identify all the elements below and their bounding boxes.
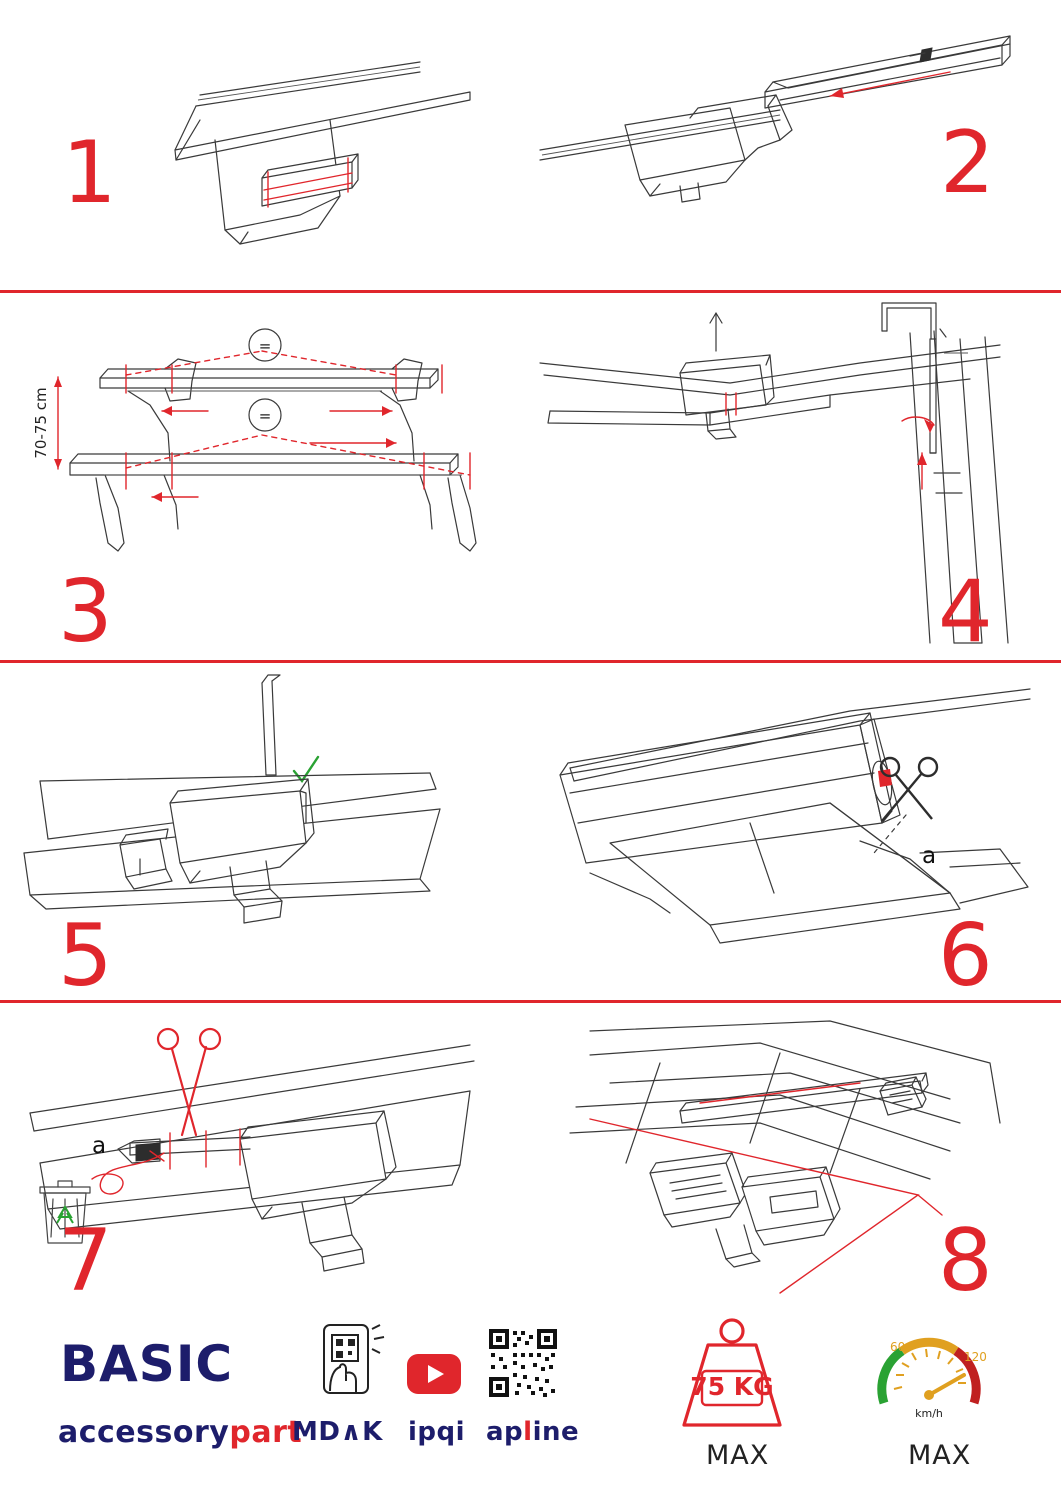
footer — [0, 1305, 1061, 1500]
brand-name — [58, 1415, 302, 1450]
step-number-3: 3 — [58, 562, 111, 660]
speed-unit-label: km/h — [915, 1407, 943, 1420]
max-load-label: MAX — [706, 1440, 770, 1471]
part-label-a-7: a — [92, 1133, 107, 1159]
step-number-8: 8 — [938, 1211, 991, 1305]
youtube-icon[interactable] — [406, 1353, 462, 1395]
logo-mdak-prefix: MD — [292, 1417, 341, 1447]
scissors-icon-7 — [158, 1029, 220, 1135]
step-6-panel — [530, 663, 1061, 1000]
step-number-6: 6 — [938, 906, 991, 1000]
max-load-value: 75 KG — [690, 1372, 774, 1401]
brand-name-prefix: accessory — [58, 1415, 230, 1450]
logo-apline-mid: l — [523, 1417, 533, 1447]
brand-name-suffix: part — [229, 1415, 303, 1450]
step-number-7: 7 — [58, 1211, 111, 1305]
scissors-icon-6 — [881, 758, 937, 821]
max-speed-label: MAX — [908, 1440, 972, 1471]
logo-mdak-suffix: K — [362, 1417, 383, 1447]
step-3-panel — [0, 293, 530, 660]
max-load-icon — [672, 1315, 792, 1433]
dimension-label: 70-75 cm — [32, 387, 50, 459]
step-7-panel — [0, 1003, 530, 1305]
part-label-a-6: a — [922, 843, 937, 869]
logo-ipqi: ipqi — [408, 1417, 466, 1447]
logo-apline — [486, 1417, 579, 1447]
step-2-panel — [530, 0, 1061, 290]
qr-code-icon — [487, 1327, 559, 1399]
step-number-1: 1 — [62, 123, 115, 223]
gauge-tick-60: 60 — [890, 1340, 906, 1354]
max-speed-icon — [868, 1317, 992, 1429]
phone-qr-icon — [310, 1323, 400, 1403]
logo-apline-prefix: ap — [486, 1417, 524, 1447]
brand-title: BASIC — [60, 1335, 234, 1393]
equal-mark-top: = — [258, 337, 272, 355]
logo-mdak — [292, 1417, 383, 1447]
step-8-panel — [530, 1003, 1061, 1305]
step-number-4: 4 — [938, 562, 991, 660]
gauge-tick-120: 120 — [964, 1350, 987, 1364]
step-1-panel — [0, 0, 530, 290]
step-number-5: 5 — [58, 906, 111, 1000]
step-4-panel — [530, 293, 1061, 660]
step-5-panel — [0, 663, 530, 1000]
equal-mark-bottom: = — [258, 407, 272, 425]
logo-apline-suffix: ine — [532, 1417, 580, 1447]
step-number-2: 2 — [940, 113, 993, 213]
logo-mdak-mid: ∧ — [340, 1417, 363, 1447]
